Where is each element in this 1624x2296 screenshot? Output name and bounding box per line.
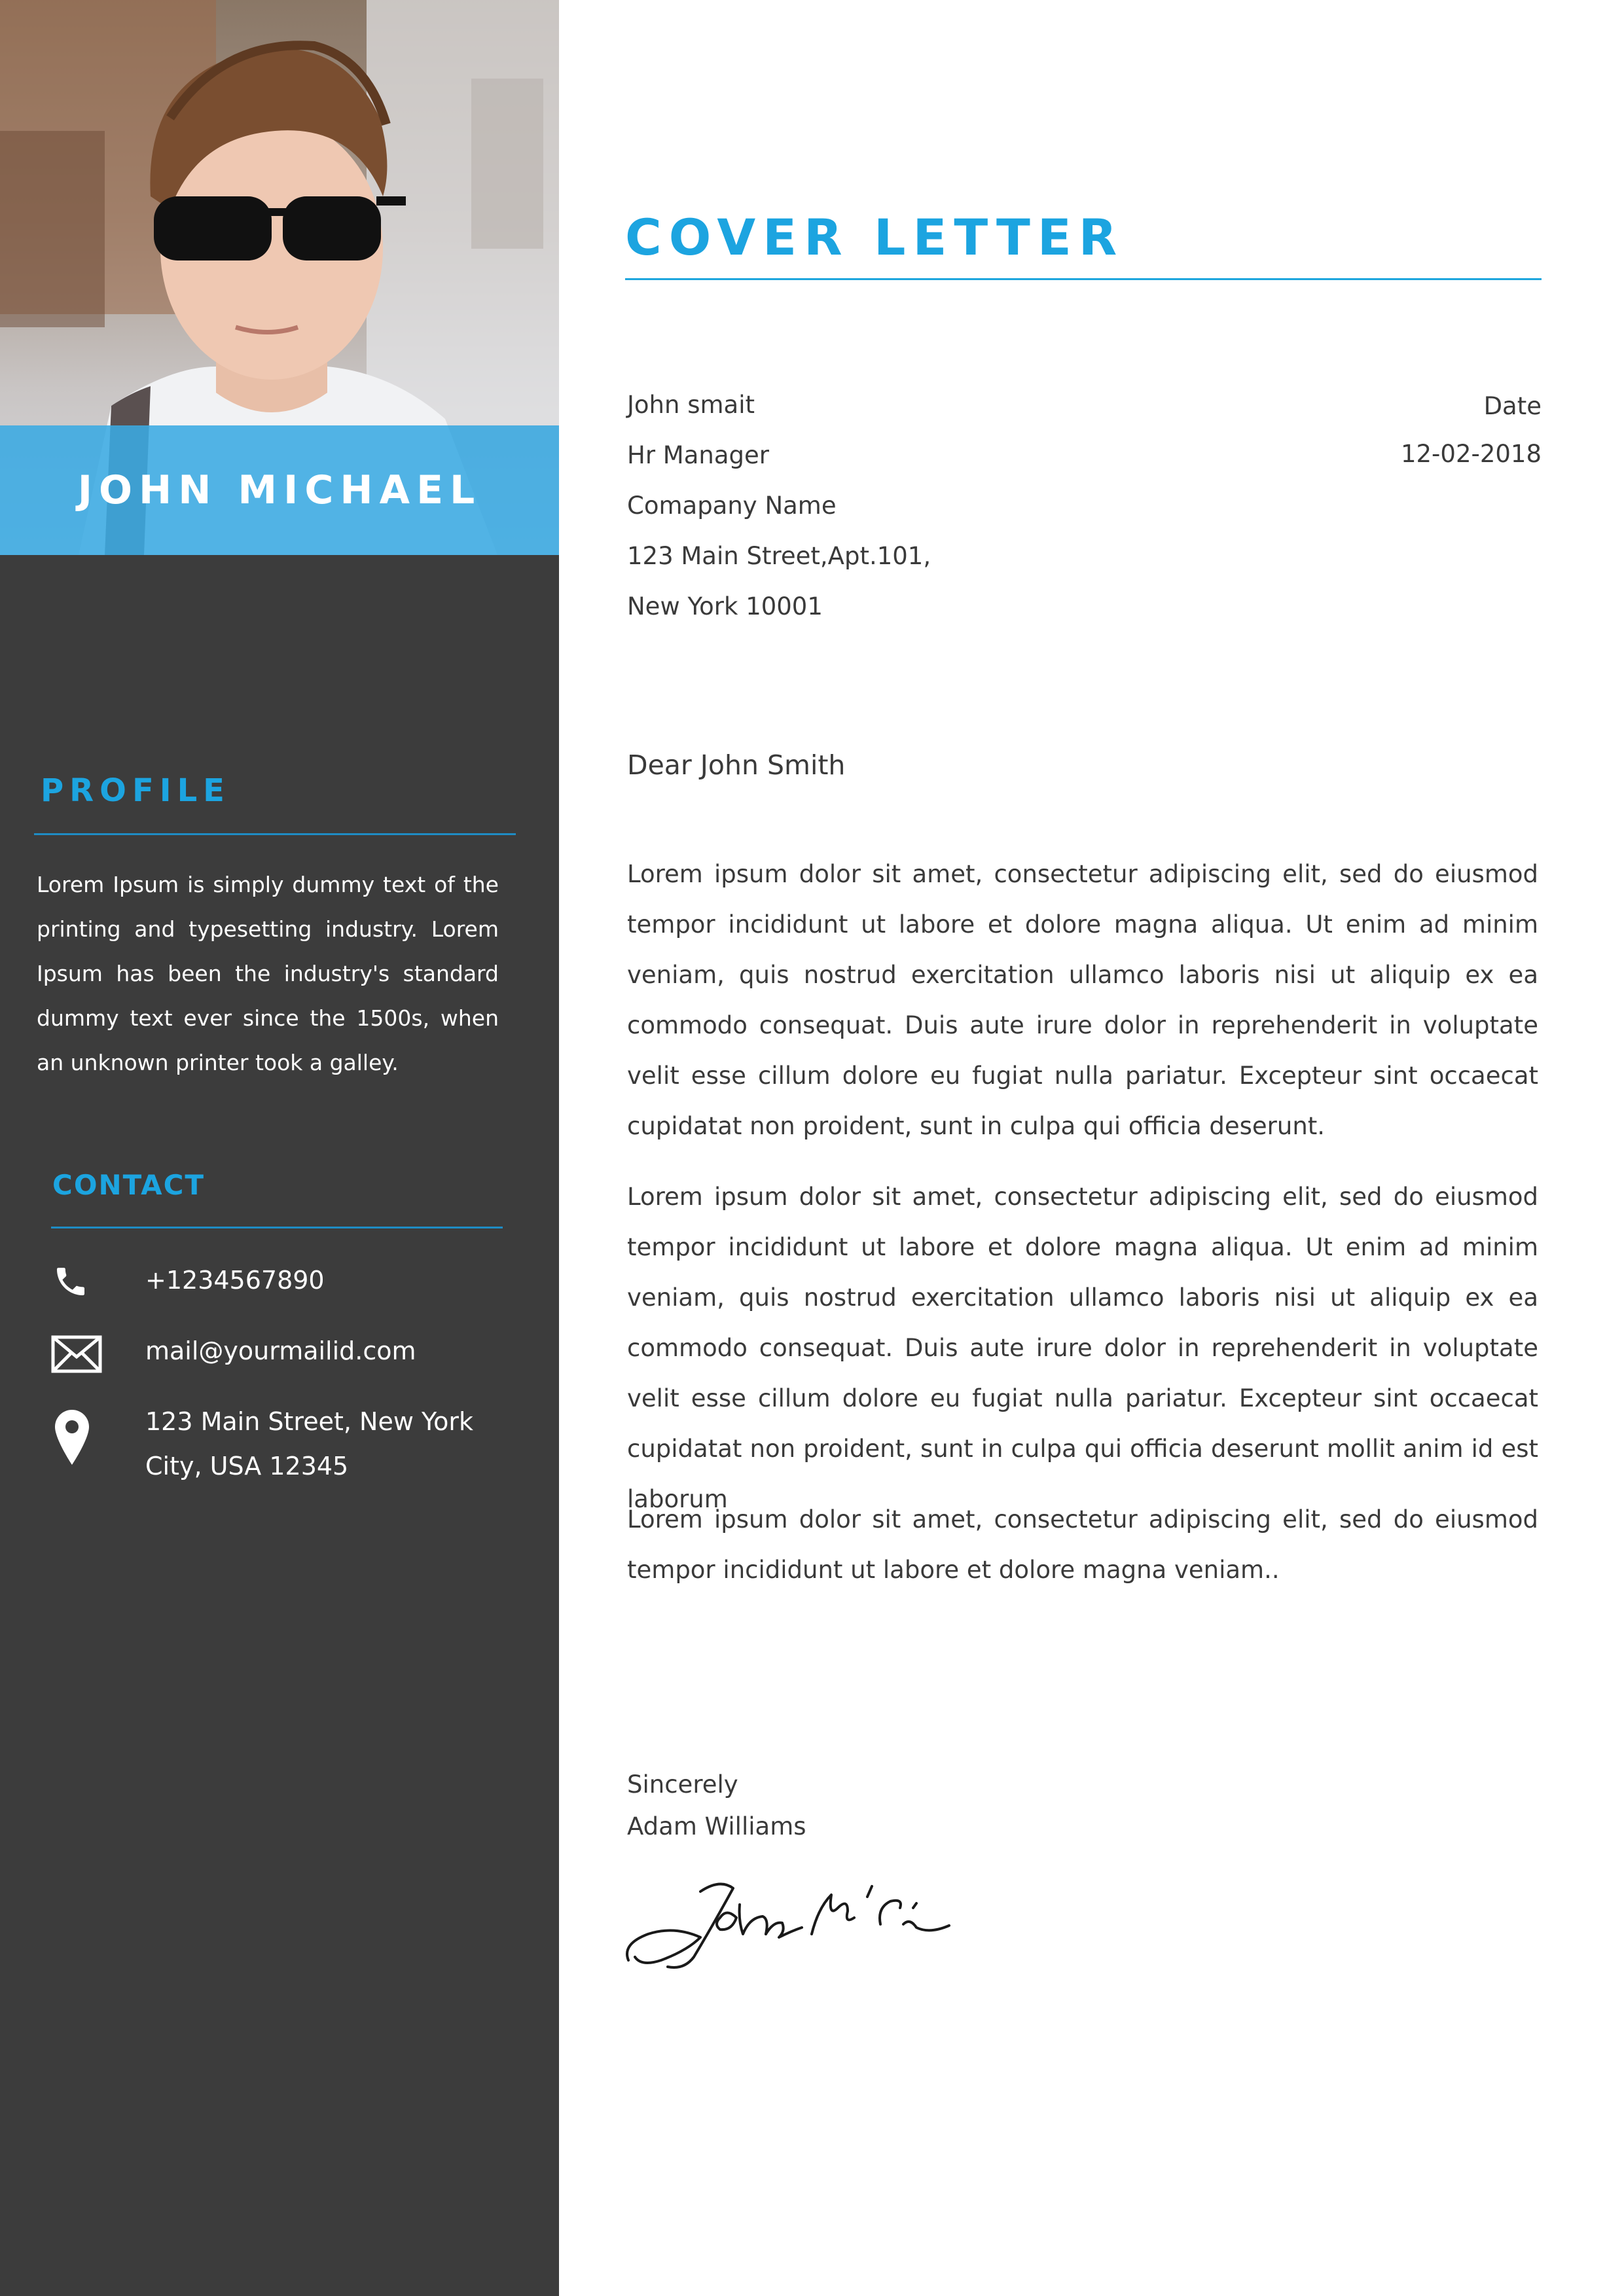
body-paragraph: Lorem ipsum dolor sit amet, consectetur adipiscing elit, sed do eiusmod tempor incididunt ut labore et dolore magna aliqua. Ut enim ad minim veniam, quis nostrud exercitation ullamco laboris nisi ut aliquip ex ea commodo consequat. Duis aute irure dolor in reprehenderit in voluptate velit esse cillum dolore eu fugiat nulla pariatur. Excepteur sint occaecat cupidatat non proident, sunt in culpa qui officia deserunt.	[627, 860, 1538, 1140]
sidebar	[0, 0, 559, 2296]
phone-icon	[52, 1263, 89, 1302]
body-paragraph: Lorem ipsum dolor sit amet, consectetur adipiscing elit, sed do eiusmod tempor incididunt ut labore et dolore magna aliqua. Ut enim ad minim veniam, quis nostrud exercitation ullamco laboris nisi ut aliquip ex ea commodo consequat. Duis aute irure dolor in reprehenderit in voluptate velit esse cillum dolore eu fugiat nulla pariatur. Excepteur sint occaecat cupidatat non proident, sunt in culpa qui officia deserunt mollit anim id est laborum	[627, 1183, 1538, 1513]
date-value: 12-02-2018	[1400, 440, 1542, 468]
profile-text: Lorem Ipsum is simply dummy text of the printing and typesetting industry. Lorem Ipsum has been the industry's standard dummy text ever since the 1500s, when an unknown printer took a galley.	[37, 872, 499, 1075]
recipient-company: Comapany Name	[627, 492, 837, 520]
mail-icon	[51, 1335, 102, 1376]
contact-divider	[51, 1227, 503, 1229]
signature	[622, 1872, 962, 1979]
recipient-street: 123 Main Street,Apt.101,	[627, 542, 931, 570]
title-divider	[625, 278, 1542, 280]
sender-name: Adam Williams	[627, 1812, 806, 1840]
profile-heading: PROFILE	[41, 772, 230, 809]
closing-block	[627, 1764, 806, 1848]
closing-word: Sincerely	[627, 1770, 738, 1799]
address-line-2: City, USA 12345	[145, 1452, 349, 1480]
body-paragraph: Lorem ipsum dolor sit amet, consectetur adipiscing elit, sed do eiusmod tempor incididunt ut labore et dolore magna veniam..	[627, 1505, 1538, 1584]
recipient-title: Hr Manager	[627, 441, 769, 469]
name-banner	[0, 425, 559, 555]
signature-image	[622, 1872, 962, 1977]
profile-photo	[0, 0, 559, 555]
salutation: Dear John Smith	[627, 749, 846, 781]
date-block	[1401, 382, 1542, 478]
profile-divider	[34, 833, 516, 835]
contact-heading: CONTACT	[52, 1169, 206, 1201]
recipient-name: John smait	[627, 391, 755, 419]
date-label: Date	[1483, 392, 1542, 420]
recipient-city: New York 10001	[627, 592, 823, 620]
location-pin-icon	[55, 1410, 89, 1467]
address-line-1: 123 Main Street, New York	[145, 1407, 474, 1436]
page-title: COVER LETTER	[625, 208, 1125, 266]
phone-number[interactable]: +1234567890	[145, 1266, 325, 1295]
candidate-name: JOHN MICHAEL	[77, 467, 482, 513]
recipient-block	[627, 380, 931, 632]
email-address[interactable]: mail@yourmailid.com	[145, 1336, 416, 1365]
